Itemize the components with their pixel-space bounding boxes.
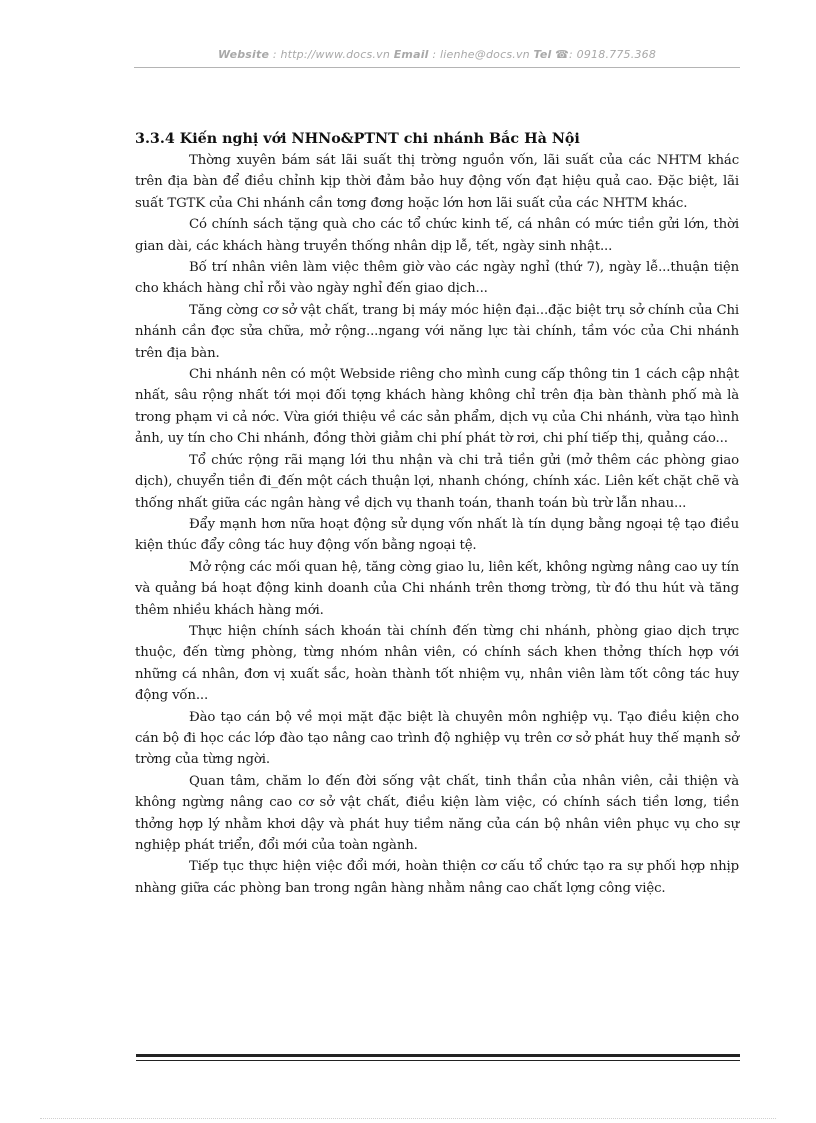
paragraph: Bố trí nhân viên làm việc thêm giờ vào các ngày nghỉ (thứ 7), ngày lễ...thuận tiện cho khách hàng chỉ rỗi vào ngày nghỉ đến giao dịch...	[135, 260, 739, 297]
paragraph: Tăng cờng cơ sở vật chất, trang bị máy móc hiện đại...đặc biệt trụ sở chính của Chi nhánh cần đợc sửa chữa, mở rộng...ngang với năng lực tài chính, tầm vóc của Chi nhánh trên địa bàn.	[135, 302, 739, 361]
paragraph: Có chính sách tặng quà cho các tổ chức kinh tế, cá nhân có mức tiền gửi lớn, thời gian dài, các khách hàng truyền thống nhân dịp lễ, tết, ngày sinh nhật...	[135, 217, 739, 254]
paragraph: Quan tâm, chăm lo đến đời sống vật chất, tinh thần của nhân viên, cải thiện và không ngừng nâng cao cơ sở vật chất, điều kiện làm việc, có chính sách tiền lơng, tiền thởng hợp lý nhằm khơi dậy và phát huy tiềm năng của cán bộ nhân viên phục vụ cho sự nghiệp phát triển, đổi mới của toàn ngành.	[135, 773, 739, 853]
section-heading: 3.3.4 Kiến nghị với NHNo&PTNT chi nhánh Bắc Hà Nội	[135, 131, 580, 147]
website-label: Website	[217, 48, 270, 61]
page-header	[134, 48, 740, 61]
email-label: Email	[393, 48, 429, 61]
paragraph: Đẩy mạnh hơn nữa hoạt động sử dụng vốn nhất là tín dụng bằng ngoại tệ tạo điều kiện thúc đẩy công tác huy động vốn bằng ngoại tệ.	[135, 516, 739, 554]
email-address[interactable]: : lienhe@docs.vn	[432, 48, 530, 61]
paragraph: Thực hiện chính sách khoán tài chính đến từng chi nhánh, phòng giao dịch trực thuộc, đến từng phòng, từng nhóm nhân viên, có chính sách khen thởng thích hợp với những cá nhân, đơn vị xuất sắc, hoàn thành tốt nhiệm vụ, nhân viên làm tốt công tác huy động vốn...	[135, 623, 739, 704]
document-body	[135, 129, 739, 899]
tel-label: Tel	[533, 48, 552, 61]
paragraph: Thờng xuyên bám sát lãi suất thị trờng nguồn vốn, lãi suất của các NHTM khác trên địa bàn để điều chỉnh kịp thời đảm bảo huy động vốn đạt hiệu quả cao. Đặc biệt, lãi suất TGTK của Chi nhánh cần tơng đơng hoặc lớn hơn lãi suất của các NHTM khác.	[135, 153, 739, 211]
paragraph: Chi nhánh nên có một Webside riêng cho mình cung cấp thông tin 1 cách cập nhật nhất, sâu rộng nhất tới mọi đối tợng khách hàng không chỉ trên địa bàn thành phố mà là trong phạm vi cả nớc. Vừa giới thiệu về các sản phẩm, dịch vụ của Chi nhánh, vừa tạo hình ảnh, uy tín cho Chi nhánh, đồng thời giảm chi phí phát tờ rơi, chi phí tiếp thị, quảng cáo...	[135, 367, 739, 447]
footer-rule-thin	[136, 1060, 740, 1061]
website-url[interactable]: : http://www.docs.vn	[272, 48, 390, 61]
header-divider	[134, 67, 740, 68]
paragraph: Tổ chức rộng rãi mạng lới thu nhận và chi trả tiền gửi (mở thêm các phòng giao dịch), chuyển tiền đi_đến một cách thuận lợi, nhanh chóng, chính xác. Liên kết chặt chẽ và thống nhất giữa các ngân hàng về dịch vụ thanh toán, thanh toán bù trừ lẫn nhau...	[135, 452, 739, 511]
paragraph: Đào tạo cán bộ về mọi mặt đặc biệt là chuyên môn nghiệp vụ. Tạo điều kiện cho cán bộ đi học các lớp đào tạo nâng cao trình độ nghiệp vụ trên cơ sở phát huy thế mạnh sở trờng của từng ngời.	[135, 709, 739, 768]
footer-rule-thick	[136, 1054, 740, 1057]
paragraph: Mở rộng các mối quan hệ, tăng cờng giao lu, liên kết, không ngừng nâng cao uy tín và quảng bá hoạt động kinh doanh của Chi nhánh trên thơng trờng, từ đó thu hút và tăng thêm nhiều khách hàng mới.	[135, 559, 739, 618]
phone-number: ☎: 0918.775.368	[555, 48, 657, 61]
page-bottom-edge	[40, 1118, 776, 1119]
paragraph: Tiếp tục thực hiện việc đổi mới, hoàn thiện cơ cấu tổ chức tạo ra sự phối hợp nhịp nhàng giữa các phòng ban trong ngân hàng nhằm nâng cao chất lợng công việc.	[135, 859, 739, 896]
